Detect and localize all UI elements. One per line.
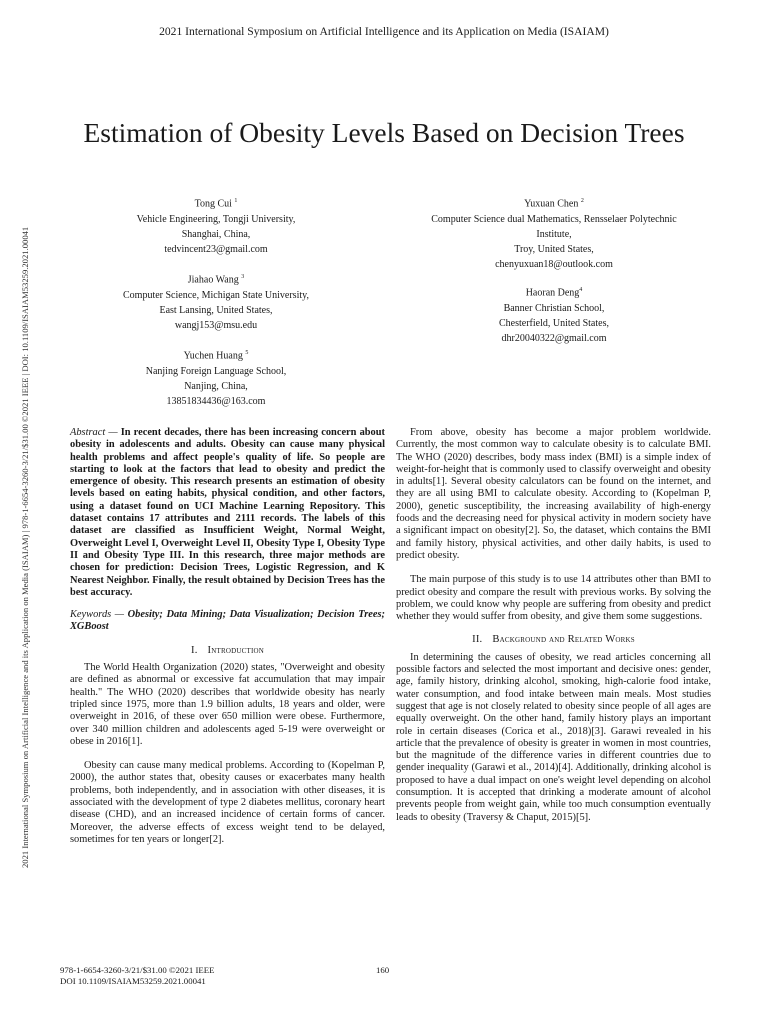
paper-title: Estimation of Obesity Levels Based on Decision Trees [83, 117, 685, 148]
author-block-1: Tong Cui $^1$ Vehicle Engineering, Tongji University, Shanghai, China, tedvincent23@gmail.com [100, 194, 332, 257]
keywords [70, 609, 385, 634]
right-column [396, 427, 711, 824]
author-name: Tong Cui [194, 198, 232, 210]
author-email[interactable]: dhr20040322@gmail.com [501, 332, 607, 344]
author-block-4: Haoran Deng$^4$ Banner Christian School, Chesterfield, United States, dhr20040322@gmail.com [404, 283, 704, 346]
author-name: Haoran Deng [525, 287, 580, 299]
paragraph-intro-2: Obesity can cause many medical problems. According to (Kopelman P, 2000), the author states that, obesity causes or exacerbates many health problems, both independently, and in association with other diseases, it is associated with the development of type 2 diabetes mellitus, coronary heart disease (CHD), and an increased incidence of certain forms of cancer. Moreover, the adverse effects of excess weight tend to be delayed, sometimes for ten years or longer[2]. [70, 760, 385, 845]
footer-isbn: 978-1-6654-3260-3/21/$31.00 ©2021 IEEE [60, 965, 215, 975]
abstract-lead: Abstract — [70, 427, 118, 438]
author-email[interactable]: wangj153@msu.edu [174, 319, 258, 331]
keywords-text: Obesity; Data Mining; Data Visualization; Decision Trees; XGBoost [70, 609, 385, 633]
author-block-2: Yuxuan Chen $^2$ Computer Science dual Mathematics, Rensselaer Polytechnic Institute, Troy, United States, chenyuxuan18@outlook.com [404, 194, 704, 272]
author-email[interactable]: 13851834436@163.com [166, 395, 266, 407]
author-block-3: Jiahao Wang $^3$ Computer Science, Michigan State University, East Lansing, United States, wangj153@msu.edu [100, 270, 332, 333]
left-column [70, 427, 385, 846]
page-number: 160 [376, 965, 390, 975]
author-email[interactable]: chenyuxuan18@outlook.com [495, 259, 613, 271]
author-block-5: Yuchen Huang $^5$ Nanjing Foreign Language School, Nanjing, China, 13851834436@163.com [100, 346, 332, 409]
conference-header: 2021 International Symposium on Artificial Intelligence and its Application on Media (ISAIAM) [159, 25, 609, 38]
author-name: Jiahao Wang [187, 274, 239, 286]
author-name: Yuxuan Chen [524, 198, 579, 210]
abstract-text: In recent decades, there has been increasing concern about obesity in adolescents and adults. Obesity can cause many physical health problems and affect people's quality of life. So people are starting to look at the factors that lead to obesity and predict the emergence of obesity. This research presents an estimation of obesity levels based on eating habits, physical condition, and other factors, using a dataset found on UCI Machine Learning Repository. This dataset contains 17 attributes and 2111 records. The labels of this dataset are classified as Insufficient Weight, Normal Weight, Overweight Level I, Overweight Level II, Obesity Type I, Obesity Type II and Obesity Type III. In this research, three major methods are chosen for prediction: Decision Trees, Logistic Regression, and K Nearest Neighbor. Finally, the result obtained by Decision Trees has the best accuracy. [70, 427, 385, 598]
section-heading-background: II. Background and Related Works [472, 634, 635, 646]
paragraph-background-1: In determining the causes of obesity, we read articles concerning all possible factors and selected the most important and decisive ones: gender, age, family history, drinking alcohol, smoking, high-calorie food intake, water consumption, and food intake between main meals. Most studies suggest that age is not closely related to obesity since people of all ages are equally overweight. On the other hand, family history plays an important role in certain diseases (Corica et al., 2018)[3]. Garawi revealed in his article that the prevalence of obesity is greater in women in most countries, but the magnitude of the difference varies in different countries due to gender inequality (Garawi et al., 2014)[4]. Additionally, drinking alcohol is proposed to have a dual impact on one's weight level depending on alcohol consumption. It is accepted that drinking a moderate amount of alcohol prevents people from weight gain, while too much consumption eventually leads to obesity (Traversy & Chaput, 2015)[5]. [396, 651, 711, 823]
author-name: Yuchen Huang [183, 350, 243, 362]
abstract [70, 427, 385, 599]
section-heading-introduction: I. Introduction [190, 644, 265, 656]
footer-identifiers [60, 965, 215, 986]
author-email[interactable]: tedvincent23@gmail.com [164, 243, 268, 255]
keywords-lead: Keywords — [70, 609, 125, 621]
paragraph-intro-1: The World Health Organization (2020) states, "Overweight and obesity are defined as abnormal or excessive fat accumulation that may impair health." The WHO (2020) describes that worldwide obesity has nearly tripled since 1975, more than 1.9 billion adults, 18 years and older, were overweight in 2016, of these over 650 million were obese. Furthermore, over 340 million children and adolescents aged 5-19 were overweight or obese in 2016[1]. [70, 662, 385, 747]
side-copyright-note: 2021 International Symposium on Artificial Intelligence and its Application on Media (ISAIAM) | 978-1-6654-3260-3/21/$31.00 ©2021 IEEE | DOI: 10.1109/ISAIAM53259.2021.00041 [20, 226, 30, 868]
paragraph-right-2: The main purpose of this study is to use 14 attributes other than BMI to predict obesity and compare the result with previous works. By solving the problem, we could know why people are suffering from obesity and predict whether they would suffer from obesity, and give them some suggestions. [396, 574, 711, 623]
paragraph-right-1: From above, obesity has become a major problem worldwide. Currently, the most common way to calculate obesity is to calculate BMI. The WHO (2020) describes, body mass index (BMI) is a simple index of weight-for-height that is commonly used to classify overweight and obesity in adults[1]. Several obesity calculators can be found on the internet, and they are all using BMI to calculate obesity. According to (Kopelman P, 2000), genetic susceptibility, the increasing availability of high-energy foods and the decreasing need for physical activity in modern society have a significant impact on obesity[2]. So, the dataset, which contains the BMI and family history, physical activities, and other daily habits, is used to predict obesity. [396, 427, 711, 561]
footer-doi: DOI 10.1109/ISAIAM53259.2021.00041 [60, 975, 206, 986]
